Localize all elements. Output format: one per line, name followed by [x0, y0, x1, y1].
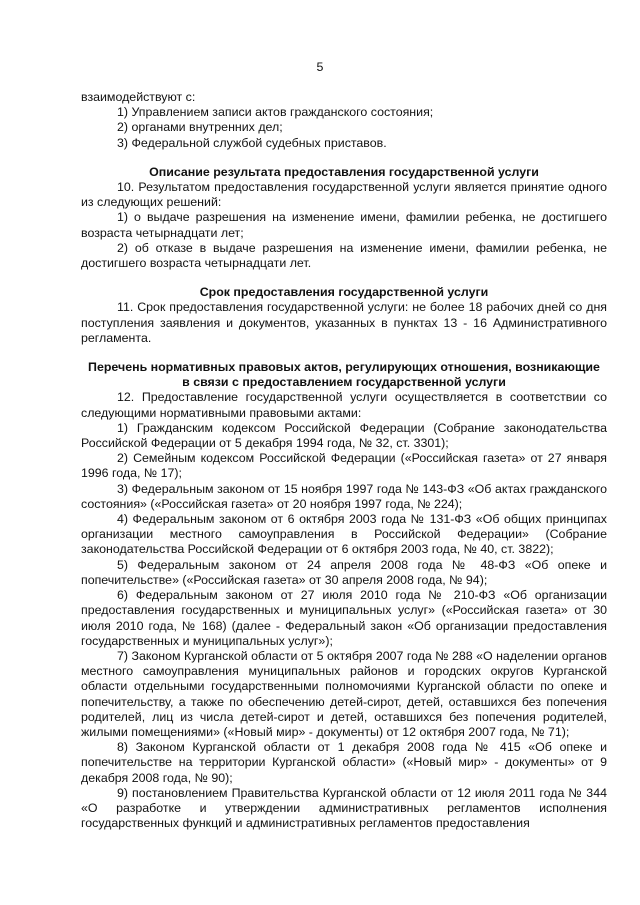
paragraph: 3) Федеральным законом от 15 ноября 1997 года № 143-ФЗ «Об актах гражданского состояния» («Российская газета» от 20 ноября 1997 года, № 224);: [81, 481, 607, 511]
section-heading-acts-line2: в связи с предоставлением государственной услуги: [182, 375, 506, 390]
paragraph: 5) Федеральным законом от 24 апреля 2008 года № 48-ФЗ «Об опеке и попечительстве» («Российская газета» от 30 апреля 2008 года, № 94);: [81, 557, 607, 587]
paragraph: 8) Законом Курганской области от 1 декабря 2008 года № 415 «Об опеке и попечительстве на территории Курганской области» («Новый мир» - документы» от 9 декабря 2008 года, № 90);: [81, 740, 607, 785]
section-heading-acts-line1: Перечень нормативных правовых актов, регулирующих отношения, возникающие: [88, 360, 600, 375]
paragraph: 9) постановлением Правительства Курганской области от 12 июля 2011 года № 344 «О разработке и утверждении административных регламентов исполнения государственных функций и административных регламентов предоставления: [81, 785, 607, 831]
paragraph: 1) Гражданским кодексом Российской Федерации (Собрание законодательства Российской Федерации от 5 декабря 1994 года, № 32, ст. 3301);: [81, 420, 607, 451]
paragraph: 2) об отказе в выдаче разрешения на изменение имени, фамилии ребенка, не достигшего возраста четырнадцати лет.: [81, 240, 607, 271]
section-heading-term: Срок предоставления государственной услуги: [199, 285, 489, 300]
section-heading-result: Описание результата предоставления государственной услуги: [149, 164, 539, 179]
paragraph: 4) Федеральным законом от 6 октября 2003 года № 131-ФЗ «Об общих принципах организации местного самоуправления в Российской Федерации» (Собрание законодательства Российской Федерации от 6 октября 2003 года, № 40, ст. 3822);: [81, 512, 607, 557]
intro-text: взаимодействуют с:: [81, 90, 196, 104]
paragraph: 7) Законом Курганской области от 5 октября 2007 года № 288 «О наделении органов местного самоуправления муниципальных районов и городских округов Курганской области отдельными государственными полномочиями Курганской области по опеке и попечительству, а также по обеспечению детей-сирот, детей, оставшихся без попечения родителей, лиц из числа детей-сирот и детей, оставшихся без попечения родителей, жилыми помещениями» («Новый мир» - документы) от 12 октября 2007 года, № 71);: [81, 648, 608, 739]
paragraph: 12. Предоставление государственной услуги осуществляется в соответствии со следующими нормативными правовыми актами:: [81, 390, 607, 420]
document-body: [81, 90, 607, 831]
paragraph: 11. Срок предоставления государственной услуги: не более 18 рабочих дней со дня поступления заявления и документов, указанных в пунктах 13 - 16 Административного регламента.: [81, 300, 607, 345]
paragraph: 2) Семейным кодексом Российской Федерации («Российская газета» от 27 января 1996 года, № 17);: [81, 451, 607, 481]
page-number: 5: [316, 60, 324, 74]
agency-item: 1) Управлением записи актов гражданского состояния;: [117, 105, 434, 120]
paragraph: 6) Федеральным законом от 27 июля 2010 года № 210-ФЗ «Об организации предоставления государственных и муниципальных услуг» («Российская газета» от 30 июля 2010 года, № 168) (далее - Федеральный закон «Об организации предоставления государственных и муниципальных услуг»);: [81, 588, 607, 648]
agency-item: 2) органами внутренних дел;: [117, 120, 283, 135]
agency-item: 3) Федеральной службой судебных приставов.: [117, 135, 387, 150]
paragraph: 10. Результатом предоставления государственной услуги является принятие одного из следующих решений:: [81, 180, 607, 210]
paragraph: 1) о выдаче разрешения на изменение имени, фамилии ребенка, не достигшего возраста четырнадцати лет;: [81, 210, 607, 240]
